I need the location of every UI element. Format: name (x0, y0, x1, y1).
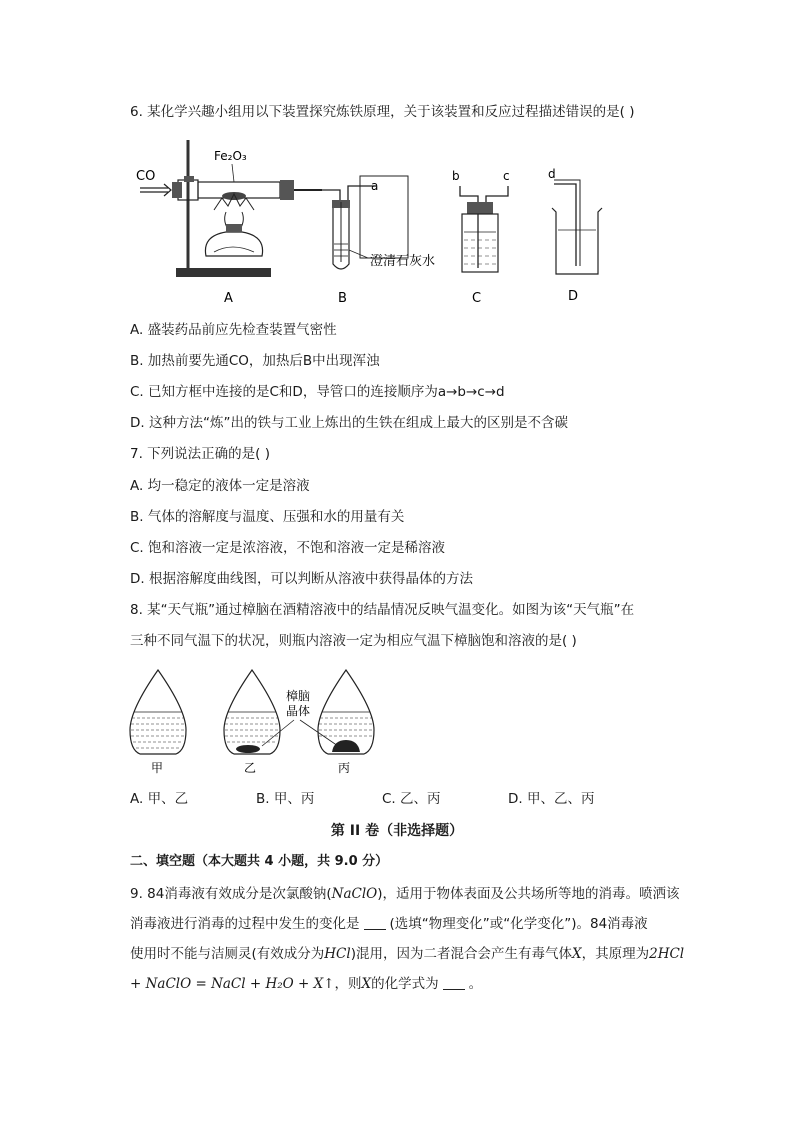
q9-formula-hcl: HCl (324, 946, 351, 962)
bottle-bing-label: 丙 (338, 761, 351, 775)
q8-stem-line1: 8. 某“天气瓶”通过樟脑在酒精溶液中的结晶情况反映气温变化。如图为该“天气瓶”在 (130, 602, 635, 618)
q9-answer-blank-1[interactable] (364, 915, 386, 930)
q9-l1-a: 9. 84消毒液有效成分是次氯酸钠( (130, 886, 332, 902)
q9-line2 (130, 914, 648, 934)
port-c: c (503, 169, 510, 183)
q9-l1-b: )，适用于物体表面及公共场所等地的消毒。喷洒该 (377, 886, 680, 902)
q7-option-b: B. 气体的溶解度与温度、压强和水的用量有关 (130, 509, 405, 525)
q9-l3-c: ，其原理为 (581, 946, 650, 962)
q8-option-d: D. 甲、乙、丙 (508, 791, 595, 807)
section-part-heading: 二、填空题（本大题共 4 小题，共 9.0 分） (130, 854, 389, 869)
label-d: D (568, 289, 579, 304)
apparatus-a (136, 140, 322, 277)
q9-l2-b: (选填“物理变化”或“化学变化”)。84消毒液 (389, 916, 648, 932)
q6-option-b: B. 加热前要先通CO，加热后B中出现浑浊 (130, 353, 380, 369)
label-a: A (224, 291, 233, 306)
bottle-jia-label: 甲 (151, 761, 164, 775)
q9-equation-start: 2HCl (649, 946, 685, 962)
label-c: C (472, 291, 482, 306)
q8-option-b: B. 甲、丙 (256, 791, 315, 807)
q9-gas-x: X (571, 946, 582, 962)
q7-option-c: C. 饱和溶液一定是浓溶液，不饱和溶液一定是稀溶液 (130, 540, 446, 556)
bottle-bing (318, 670, 374, 775)
port-b: b (452, 169, 460, 183)
q6-option-a: A. 盛装药品前应先检查装置气密性 (130, 322, 337, 338)
q9-formula-naclo: NaClO (331, 886, 378, 902)
port-a: a (371, 179, 379, 193)
port-d: d (548, 167, 556, 181)
q9-line1 (130, 884, 679, 904)
q6-option-c: C. 已知方框中连接的是C和D，导管口的连接顺序为a→b→c→d (130, 384, 505, 400)
q9-line4 (130, 974, 482, 994)
q9-l3-a: 使用时不能与洁厕灵(有效成分为 (130, 946, 325, 962)
q9-l2-a: 消毒液进行消毒的过程中发生的变化是 (130, 916, 360, 932)
q9-gas-x-2: X (361, 976, 372, 992)
apparatus-d (548, 167, 602, 274)
q9-equation-rest: + NaClO = NaCl + H₂O + X↑ (130, 976, 335, 992)
q9-l3-b: )混用，因为二者混合会产生有毒气体 (350, 946, 572, 962)
q6-stem: 6. 某化学兴趣小组用以下装置探究炼铁原理，关于该装置和反应过程描述错误的是( ) (130, 104, 635, 120)
q6-option-d: D. 这种方法“炼”出的铁与工业上炼出的生铁在组成上最大的区别是不含碳 (130, 415, 568, 431)
q7-option-a: A. 均一稳定的液体一定是溶液 (130, 478, 310, 494)
q9-answer-blank-2[interactable] (443, 975, 465, 990)
q6-apparatus-figure (0, 140, 794, 340)
co-label: CO (136, 169, 156, 184)
q8-option-c: C. 乙、丙 (382, 791, 441, 807)
crystal-label-line1: 樟脑 (286, 689, 311, 703)
fe2o3-label: Fe₂O₃ (214, 149, 247, 163)
q8-option-a: A. 甲、乙 (130, 791, 189, 807)
label-b: B (338, 291, 347, 306)
q9-l4-end: 。 (468, 976, 483, 992)
q7-stem: 7. 下列说法正确的是( ) (130, 446, 270, 462)
q8-bottle-figure (0, 660, 794, 780)
apparatus-b (322, 176, 435, 269)
bottle-yi (224, 670, 280, 775)
crystal-label-line2: 晶体 (286, 704, 311, 718)
bottle-jia (130, 670, 186, 775)
apparatus-c (452, 169, 510, 272)
q7-option-d: D. 根据溶解度曲线图，可以判断从溶液中获得晶体的方法 (130, 571, 473, 587)
q9-l4-b: 的化学式为 (371, 976, 439, 992)
section-title: 第 II 卷（非选择题） (330, 823, 464, 839)
q9-line3 (130, 944, 684, 964)
limewater-label: 澄清石灰水 (370, 254, 436, 269)
q8-stem-line2: 三种不同气温下的状况，则瓶内溶液一定为相应气温下樟脑饱和溶液的是( ) (130, 633, 577, 649)
bottle-yi-label: 乙 (244, 761, 257, 775)
q9-l4-a: ，则 (334, 976, 362, 992)
